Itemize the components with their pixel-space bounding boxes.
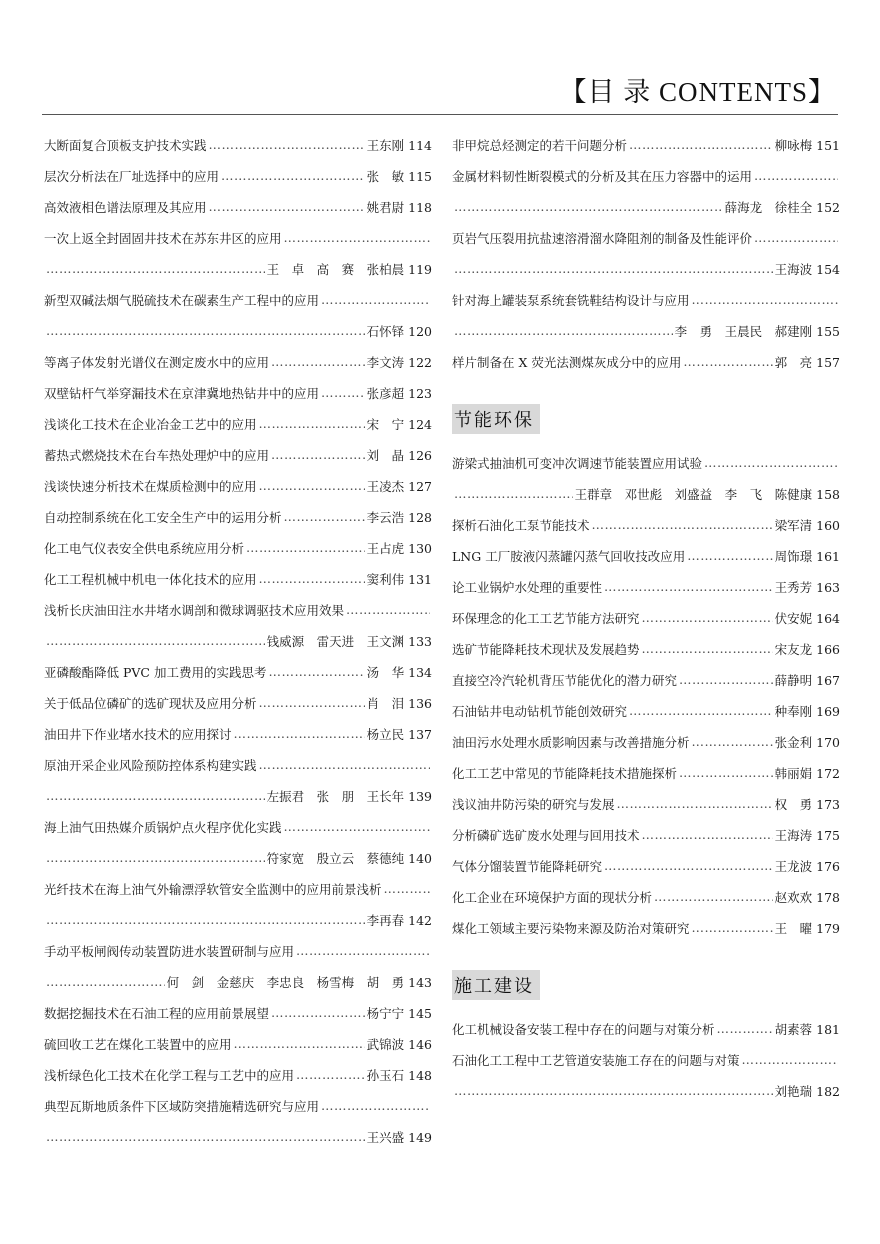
- toc-entry[interactable]: [452, 788, 840, 819]
- toc-dot-leader: [692, 734, 773, 749]
- toc-entry-title: 新型双碱法烟气脱硫技术在碳素生产工程中的应用: [44, 292, 320, 308]
- toc-entry-author-page: 李文涛 122: [366, 354, 432, 370]
- toc-entry-author-page: 梁军清 160: [774, 517, 840, 533]
- toc-entry-title: 金属材料韧性断裂模式的分析及其在压力容器中的运用: [452, 168, 753, 184]
- toc-entry[interactable]: [44, 625, 432, 656]
- toc-entry[interactable]: [452, 850, 840, 881]
- toc-entry[interactable]: [44, 439, 432, 470]
- toc-entry-title: 海上油气田热媒介质锅炉点火程序优化实践: [44, 819, 282, 835]
- toc-entry-title: 分析磷矿选矿废水处理与回用技术: [452, 827, 640, 843]
- toc-entry-title: 煤化工领域主要污染物来源及防治对策研究: [452, 920, 690, 936]
- toc-dot-leader: [683, 354, 772, 369]
- toc-entry-title: 亚磷酸酯降低 PVC 加工费用的实践思考: [44, 664, 267, 680]
- toc-dot-leader: [679, 672, 773, 687]
- toc-dot-leader: [234, 726, 365, 741]
- toc-entry-author-page: 宋友龙 166: [774, 641, 840, 657]
- toc-entry-title: 数据挖掘技术在石油工程的应用前景展望: [44, 1005, 270, 1021]
- toc-dot-leader: [221, 168, 365, 183]
- toc-entry-author-page: 李再春 142: [366, 912, 432, 928]
- toc-entry[interactable]: [44, 594, 432, 625]
- toc-dot-leader: [268, 664, 364, 679]
- toc-entry[interactable]: [452, 912, 840, 943]
- toc-entry-title: 原油开采企业风险预防控体系构建实践: [44, 757, 257, 773]
- toc-dot-leader: [321, 1098, 430, 1113]
- toc-dot-leader: [284, 509, 365, 524]
- toc-entry-author-page: 王兴盛 149: [366, 1129, 432, 1145]
- toc-entry[interactable]: [44, 1090, 432, 1121]
- toc-entry-title: 化工机械设备安装工程中存在的问题与对策分析: [452, 1021, 715, 1037]
- toc-entry[interactable]: [452, 191, 840, 222]
- toc-entry[interactable]: [44, 501, 432, 532]
- toc-entry[interactable]: [44, 191, 432, 222]
- toc-entry-author-page: 肖 泪 136: [366, 695, 432, 711]
- toc-entry-author-page: 李 勇 王晨民 郝建刚 155: [674, 323, 840, 339]
- toc-entry[interactable]: [44, 408, 432, 439]
- toc-entry[interactable]: [44, 997, 432, 1028]
- toc-entry[interactable]: [452, 346, 840, 377]
- toc-entry-title: 化工企业在环境保护方面的现状分析: [452, 889, 653, 905]
- toc-entry[interactable]: [44, 532, 432, 563]
- toc-entry-title: 游梁式抽油机可变冲次调速节能装置应用试验: [452, 455, 703, 471]
- toc-dot-leader: [259, 571, 365, 586]
- toc-entry-author-page: 王龙波 176: [774, 858, 840, 874]
- toc-dot-leader: [642, 641, 773, 656]
- section-heading-label: 施工建设: [452, 970, 540, 1000]
- toc-entry-title: 一次上返全封固固井技术在苏东井区的应用: [44, 230, 282, 246]
- toc-dot-leader: [454, 486, 573, 501]
- toc-entry[interactable]: [452, 222, 840, 253]
- toc-dot-leader: [592, 517, 773, 532]
- toc-entry-author-page: 孙玉石 148: [366, 1067, 432, 1083]
- toc-entry[interactable]: [452, 819, 840, 850]
- toc-dot-leader: [259, 695, 365, 710]
- section-heading-energy: [452, 399, 840, 439]
- toc-dot-leader: [642, 610, 773, 625]
- toc-entry-title: 探析石油化工泵节能技术: [452, 517, 590, 533]
- toc-entry-title: 环保理念的化工工艺节能方法研究: [452, 610, 640, 626]
- toc-entry-author-page: 石怀铎 120: [366, 323, 432, 339]
- toc-entry-title: 选矿节能降耗技术现状及发展趋势: [452, 641, 640, 657]
- toc-entry-author-page: 王 曜 179: [774, 920, 840, 936]
- toc-entry[interactable]: [44, 253, 432, 284]
- toc-dot-leader: [271, 447, 365, 462]
- toc-dot-leader: [46, 850, 265, 865]
- toc-entry-title: 自动控制系统在化工安全生产中的运用分析: [44, 509, 282, 525]
- toc-dot-leader: [271, 354, 365, 369]
- toc-entry-title: 光纤技术在海上油气外输漂浮软管安全监测中的应用前景浅析: [44, 881, 382, 897]
- toc-dot-leader: [46, 912, 365, 927]
- toc-entry[interactable]: [452, 726, 840, 757]
- toc-entry[interactable]: [452, 315, 840, 346]
- toc-entry-title: 浅谈化工技术在企业冶金工艺中的应用: [44, 416, 257, 432]
- toc-entry[interactable]: [44, 129, 432, 160]
- toc-entry[interactable]: [44, 966, 432, 997]
- toc-entry[interactable]: [452, 284, 840, 315]
- toc-entry-author-page: 周饰璟 161: [774, 548, 840, 564]
- toc-entry-author-page: 胡素蓉 181: [774, 1021, 840, 1037]
- toc-dot-leader: [46, 788, 265, 803]
- toc-entry-author-page: 刘 晶 126: [366, 447, 432, 463]
- toc-dot-leader: [246, 540, 365, 555]
- toc-entry-author-page: 杨立民 137: [366, 726, 432, 742]
- toc-dot-leader: [46, 1129, 365, 1144]
- toc-dot-leader: [46, 974, 165, 989]
- toc-entry[interactable]: [44, 749, 432, 780]
- toc-dot-leader: [454, 323, 673, 338]
- toc-entry[interactable]: [44, 1059, 432, 1090]
- toc-entry-author-page: 李云浩 128: [366, 509, 432, 525]
- toc-dot-leader: [271, 1005, 365, 1020]
- toc-entry[interactable]: [452, 881, 840, 912]
- toc-entry-title: 非甲烷总烃测定的若干问题分析: [452, 137, 628, 153]
- toc-entry-title: 浅议油井防污染的研究与发展: [452, 796, 615, 812]
- toc-dot-leader: [346, 602, 430, 617]
- toc-dot-leader: [742, 1052, 838, 1067]
- toc-dot-leader: [692, 920, 773, 935]
- toc-dot-leader: [654, 889, 773, 904]
- toc-entry-author-page: 韩丽娟 172: [774, 765, 840, 781]
- toc-entry-author-page: 王秀芳 163: [774, 579, 840, 595]
- toc-entry-title: 手动平板闸阀传动装置防进水装置研制与应用: [44, 943, 295, 959]
- toc-entry-author-page: 王海涛 175: [774, 827, 840, 843]
- toc-entry[interactable]: [452, 633, 840, 664]
- toc-entry-author-page: 郭 亮 157: [774, 354, 840, 370]
- toc-entry[interactable]: [452, 1013, 840, 1044]
- toc-dot-leader: [234, 1036, 365, 1051]
- toc-entry-author-page: 王凌杰 127: [366, 478, 432, 494]
- toc-dot-leader: [454, 261, 773, 276]
- toc-dot-leader: [754, 230, 838, 245]
- toc-entry-author-page: 伏安妮 164: [774, 610, 840, 626]
- toc-entry-title: 浅析长庆油田注水井堵水调剖和微球调驱技术应用效果: [44, 602, 345, 618]
- toc-entry-author-page: 王占虎 130: [366, 540, 432, 556]
- toc-entry-title: 浅谈快速分析技术在煤质检测中的应用: [44, 478, 257, 494]
- toc-entry-author-page: 钱威源 雷天进 王文渊 133: [266, 633, 432, 649]
- toc-dot-leader: [259, 416, 365, 431]
- toc-dot-leader: [642, 827, 773, 842]
- toc-entry[interactable]: [452, 253, 840, 284]
- toc-entry-title: 层次分析法在厂址选择中的应用: [44, 168, 220, 184]
- toc-entry-title: 针对海上罐装泵系统套铣鞋结构设计与应用: [452, 292, 690, 308]
- toc-entry-author-page: 薛海龙 徐桂全 152: [724, 199, 840, 215]
- toc-entry[interactable]: [452, 1044, 840, 1075]
- toc-dot-leader: [629, 137, 773, 152]
- toc-dot-leader: [296, 1067, 365, 1082]
- toc-entry[interactable]: [44, 160, 432, 191]
- toc-entry[interactable]: [452, 571, 840, 602]
- toc-entry[interactable]: [452, 757, 840, 788]
- toc-entry[interactable]: [44, 315, 432, 346]
- toc-entry[interactable]: [44, 904, 432, 935]
- toc-entry[interactable]: [44, 1028, 432, 1059]
- toc-entry-author-page: 张彦超 123: [366, 385, 432, 401]
- toc-entry-author-page: 王海波 154: [774, 261, 840, 277]
- toc-entry-author-page: 赵欢欢 178: [774, 889, 840, 905]
- toc-entry[interactable]: [452, 540, 840, 571]
- toc-entry-title: 等离子体发射光谱仪在测定废水中的应用: [44, 354, 270, 370]
- toc-entry-title: 油田井下作业堵水技术的应用探讨: [44, 726, 232, 742]
- page-header-title: 【目 录 CONTENTS】: [559, 77, 836, 107]
- toc-dot-leader: [296, 943, 430, 958]
- section-heading-label: 节能环保: [452, 404, 540, 434]
- toc-dot-leader: [209, 199, 365, 214]
- toc-dot-leader: [679, 765, 773, 780]
- toc-entry-title: 双壁钻杆气举穿漏技术在京津冀地热钻井中的应用: [44, 385, 320, 401]
- toc-entry-title: 浅析绿色化工技术在化学工程与工艺中的应用: [44, 1067, 295, 1083]
- toc-entry-author-page: 武锦波 146: [366, 1036, 432, 1052]
- toc-entry[interactable]: [44, 687, 432, 718]
- toc-entry[interactable]: [452, 160, 840, 191]
- toc-left-column: [44, 129, 432, 1152]
- toc-entry[interactable]: [44, 563, 432, 594]
- toc-entry-title: 油田污水处理水质影响因素与改善措施分析: [452, 734, 690, 750]
- toc-entry[interactable]: [44, 811, 432, 842]
- toc-dot-leader: [687, 548, 772, 563]
- toc-entry-title: 高效液相色谱法原理及其应用: [44, 199, 207, 215]
- toc-entry-author-page: 何 剑 金慈庆 李忠良 杨雪梅 胡 勇 143: [166, 974, 432, 990]
- toc-entry[interactable]: [44, 222, 432, 253]
- toc-entry-author-page: 柳咏梅 151: [774, 137, 840, 153]
- toc-entry-author-page: 王东刚 114: [366, 137, 432, 153]
- toc-dot-leader: [704, 455, 838, 470]
- toc-entry[interactable]: [44, 842, 432, 873]
- toc-dot-leader: [604, 858, 773, 873]
- section-heading-construction: [452, 965, 840, 1005]
- toc-right-column: [452, 129, 840, 1106]
- toc-entry-title: 化工工程机械中机电一体化技术的应用: [44, 571, 257, 587]
- toc-dot-leader: [321, 292, 430, 307]
- toc-entry-title: 气体分馏装置节能降耗研究: [452, 858, 603, 874]
- toc-entry[interactable]: [452, 478, 840, 509]
- toc-entry-author-page: 薛静明 167: [774, 672, 840, 688]
- toc-entry-title: 石油化工工程中工艺管道安装施工存在的问题与对策: [452, 1052, 740, 1068]
- header-divider: [42, 114, 838, 115]
- toc-entry-author-page: 杨宁宁 145: [366, 1005, 432, 1021]
- toc-entry-author-page: 权 勇 173: [774, 796, 840, 812]
- toc-entry[interactable]: [452, 695, 840, 726]
- toc-dot-leader: [754, 168, 838, 183]
- toc-dot-leader: [617, 796, 773, 811]
- toc-entry[interactable]: [44, 656, 432, 687]
- toc-dot-leader: [259, 478, 365, 493]
- toc-entry[interactable]: [44, 470, 432, 501]
- toc-entry-author-page: 姚君尉 118: [366, 199, 432, 215]
- toc-dot-leader: [284, 230, 430, 245]
- toc-entry-title: 蓄热式燃烧技术在台车热处理炉中的应用: [44, 447, 270, 463]
- toc-entry[interactable]: [44, 873, 432, 904]
- toc-entry[interactable]: [44, 780, 432, 811]
- toc-entry-title: 关于低品位磷矿的选矿现状及应用分析: [44, 695, 257, 711]
- toc-entry[interactable]: [452, 509, 840, 540]
- toc-dot-leader: [629, 703, 773, 718]
- toc-entry-title: 化工电气仪表安全供电系统应用分析: [44, 540, 245, 556]
- toc-entry-author-page: 左振君 张 朋 王长年 139: [266, 788, 432, 804]
- toc-entry[interactable]: [452, 664, 840, 695]
- toc-entry-author-page: 张金利 170: [774, 734, 840, 750]
- toc-entry[interactable]: [44, 284, 432, 315]
- toc-entry-author-page: 王群章 邓世彪 刘盛益 李 飞 陈健康 158: [574, 486, 840, 502]
- toc-entry-title: 硫回收工艺在煤化工装置中的应用: [44, 1036, 232, 1052]
- toc-dot-leader: [384, 881, 430, 896]
- toc-entry-title: 石油钻井电动钻机节能创效研究: [452, 703, 628, 719]
- toc-dot-leader: [46, 261, 265, 276]
- toc-dot-leader: [259, 757, 430, 772]
- toc-dot-leader: [717, 1021, 773, 1036]
- toc-entry-author-page: 宋 宁 124: [366, 416, 432, 432]
- toc-dot-leader: [46, 323, 365, 338]
- toc-entry[interactable]: [44, 1121, 432, 1152]
- toc-entry-title: 样片制备在 X 荧光法测煤灰成分中的应用: [452, 354, 682, 370]
- toc-entry[interactable]: [44, 346, 432, 377]
- toc-entry-author-page: 汤 华 134: [366, 664, 432, 680]
- toc-entry-author-page: 符家宽 殷立云 蔡德纯 140: [266, 850, 432, 866]
- toc-entry-title: 直接空冷汽轮机背压节能优化的潜力研究: [452, 672, 678, 688]
- toc-entry-title: 页岩气压裂用抗盐速溶滑溜水降阻剂的制备及性能评价: [452, 230, 753, 246]
- toc-entry-author-page: 刘艳瑞 182: [774, 1083, 840, 1099]
- toc-dot-leader: [454, 199, 723, 214]
- toc-entry-title: 化工工艺中常见的节能降耗技术措施探析: [452, 765, 678, 781]
- toc-dot-leader: [454, 1083, 773, 1098]
- toc-entry-title: 大断面复合顶板支护技术实践: [44, 137, 207, 153]
- toc-dot-leader: [692, 292, 838, 307]
- toc-entry[interactable]: [452, 1075, 840, 1106]
- toc-entry-title: 典型瓦斯地质条件下区域防突措施精选研究与应用: [44, 1098, 320, 1114]
- toc-entry[interactable]: [44, 935, 432, 966]
- toc-entry-author-page: 王 卓 高 赛 张柏晨 119: [266, 261, 432, 277]
- toc-entry-author-page: 张 敏 115: [366, 168, 432, 184]
- toc-dot-leader: [284, 819, 430, 834]
- toc-entry[interactable]: [44, 377, 432, 408]
- toc-entry-author-page: 窦利伟 131: [366, 571, 432, 587]
- toc-dot-leader: [209, 137, 365, 152]
- toc-entry[interactable]: [44, 718, 432, 749]
- toc-entry[interactable]: [452, 602, 840, 633]
- toc-entry[interactable]: [452, 129, 840, 160]
- toc-entry-title: LNG 工厂胺液闪蒸罐闪蒸气回收技改应用: [452, 548, 686, 564]
- toc-dot-leader: [604, 579, 773, 594]
- toc-entry-author-page: 种奉刚 169: [774, 703, 840, 719]
- toc-entry-title: 论工业锅炉水处理的重要性: [452, 579, 603, 595]
- toc-dot-leader: [321, 385, 365, 400]
- toc-dot-leader: [46, 633, 265, 648]
- toc-entry[interactable]: [452, 447, 840, 478]
